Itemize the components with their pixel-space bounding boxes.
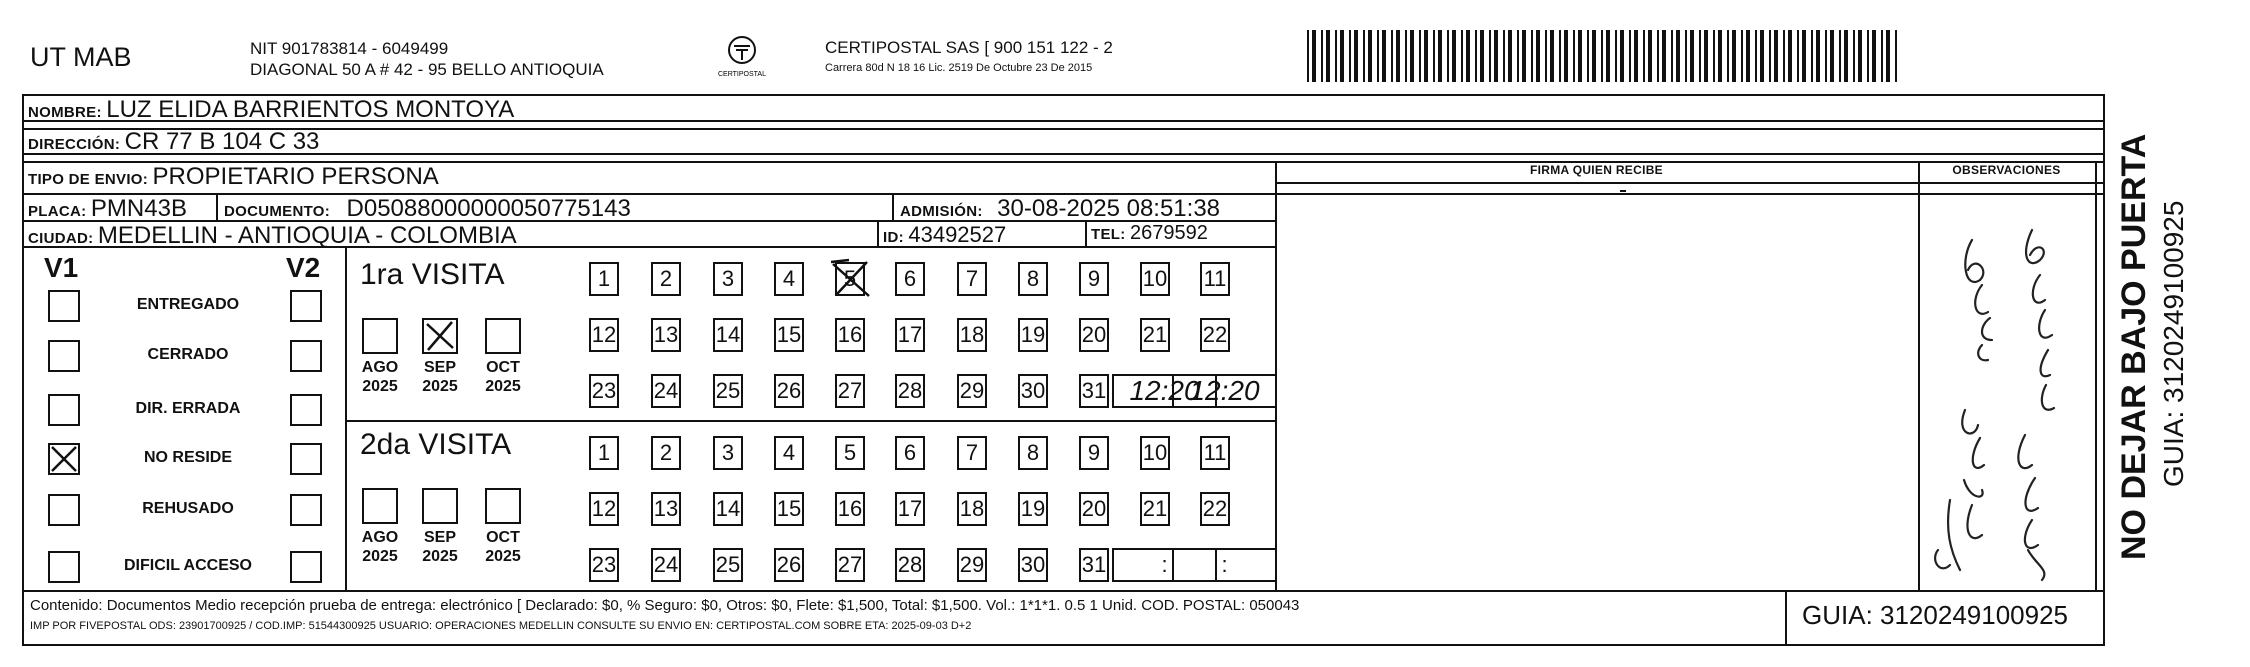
barcode-bar bbox=[1802, 30, 1806, 82]
v2-checkbox[interactable] bbox=[290, 443, 322, 475]
status-reason-label: CERRADO bbox=[147, 346, 229, 363]
barcode-bar bbox=[1377, 30, 1379, 82]
day-box[interactable]: 13 bbox=[651, 318, 681, 352]
day-box[interactable]: 29 bbox=[957, 374, 987, 408]
barcode-bar bbox=[1349, 30, 1351, 82]
barcode-bar bbox=[1461, 30, 1463, 82]
barcode-bar bbox=[1713, 30, 1715, 82]
barcode-bar bbox=[1368, 30, 1372, 82]
month-year: 2025 bbox=[485, 378, 521, 395]
row-documento bbox=[224, 195, 631, 223]
barcode-bar bbox=[1811, 30, 1813, 82]
barcode-bar bbox=[1559, 30, 1561, 82]
barcode-bar bbox=[1816, 30, 1820, 82]
company-name: UT MAB bbox=[30, 42, 132, 72]
barcode-bar bbox=[1727, 30, 1729, 82]
id-value: 43492527 bbox=[908, 222, 1007, 247]
barcode-bar bbox=[1606, 30, 1610, 82]
v2-checkbox[interactable] bbox=[290, 290, 322, 322]
barcode-bar bbox=[1746, 30, 1750, 82]
guia-number: GUIA: 3120249100925 bbox=[1802, 600, 2068, 630]
barcode-bar bbox=[1732, 30, 1736, 82]
row-nombre bbox=[28, 96, 514, 124]
side-guia: GUIA: 3120249100925 bbox=[2158, 200, 2189, 487]
day-box[interactable]: 6 bbox=[895, 436, 925, 470]
placa-label: PLACA: bbox=[28, 203, 87, 220]
day-box[interactable]: 24 bbox=[651, 374, 681, 408]
observaciones-handwriting bbox=[1920, 200, 2090, 585]
day-box[interactable]: 23 bbox=[589, 374, 619, 408]
barcode-bar bbox=[1592, 30, 1596, 82]
day-box[interactable]: 1 bbox=[589, 262, 619, 296]
day-box[interactable]: 15 bbox=[774, 318, 804, 352]
day-box[interactable]: 25 bbox=[713, 548, 743, 582]
status-reason-label: DIFICIL ACCESO bbox=[123, 557, 252, 574]
day-box[interactable]: 26 bbox=[774, 548, 804, 582]
barcode-bar bbox=[1550, 30, 1554, 82]
barcode-bar bbox=[1699, 30, 1701, 82]
row-tipo bbox=[28, 163, 439, 191]
barcode-bar bbox=[1671, 30, 1673, 82]
barcode-bar bbox=[1517, 30, 1519, 82]
day-box[interactable]: 28 bbox=[895, 548, 925, 582]
day-box[interactable]: 11 bbox=[1200, 262, 1230, 296]
row-ciudad bbox=[28, 222, 517, 250]
month-checkbox[interactable] bbox=[362, 488, 398, 524]
day-box[interactable]: 22 bbox=[1200, 492, 1230, 526]
barcode-bar bbox=[1657, 30, 1659, 82]
day-box[interactable]: 3 bbox=[713, 262, 743, 296]
courier-name: CERTIPOSTAL SAS [ 900 151 122 - 2 bbox=[825, 38, 1113, 57]
day-box[interactable]: 13 bbox=[651, 492, 681, 526]
side-notice: NO DEJAR BAJO PUERTA bbox=[2115, 133, 2153, 560]
v1-checkbox[interactable] bbox=[48, 551, 80, 583]
observaciones-title: OBSERVACIONES bbox=[1952, 163, 2061, 177]
visit-time-box[interactable]: : bbox=[1172, 548, 1277, 582]
day-box[interactable]: 31 bbox=[1079, 548, 1109, 582]
barcode-bar bbox=[1676, 30, 1680, 82]
barcode-bar bbox=[1522, 30, 1526, 82]
barcode-bar bbox=[1886, 30, 1890, 82]
day-box[interactable]: 7 bbox=[957, 436, 987, 470]
barcode-bar bbox=[1867, 30, 1869, 82]
row-direccion bbox=[28, 128, 319, 156]
day-box[interactable]: 7 bbox=[957, 262, 987, 296]
day-box[interactable]: 12 bbox=[589, 492, 619, 526]
second-visit-title: 2da VISITA bbox=[360, 428, 512, 461]
barcode-bar bbox=[1340, 30, 1344, 82]
barcode-bar bbox=[1531, 30, 1533, 82]
barcode-bar bbox=[1872, 30, 1876, 82]
courier-info bbox=[825, 38, 1113, 78]
day-box[interactable]: 30 bbox=[1018, 548, 1048, 582]
barcode-bar bbox=[1536, 30, 1540, 82]
barcode-bar bbox=[1858, 30, 1862, 82]
id-label: ID: bbox=[883, 229, 904, 246]
day-box[interactable]: 2 bbox=[651, 262, 681, 296]
day-box[interactable]: 4 bbox=[774, 436, 804, 470]
barcode-bar bbox=[1433, 30, 1435, 82]
barcode-bar bbox=[1881, 30, 1883, 82]
barcode-bar bbox=[1405, 30, 1407, 82]
barcode-bar bbox=[1494, 30, 1498, 82]
barcode-bar bbox=[1685, 30, 1687, 82]
barcode-bar bbox=[1620, 30, 1624, 82]
barcode-bar bbox=[1797, 30, 1799, 82]
barcode-bar bbox=[1508, 30, 1512, 82]
barcode-bar bbox=[1587, 30, 1589, 82]
v2-checkbox[interactable] bbox=[290, 394, 322, 426]
barcode-bar bbox=[1718, 30, 1722, 82]
day-box[interactable]: 9 bbox=[1079, 436, 1109, 470]
row-admision bbox=[900, 195, 1220, 223]
day-box[interactable]: 30 bbox=[1018, 374, 1048, 408]
month-year: 2025 bbox=[362, 378, 398, 395]
direccion-label: DIRECCIÓN: bbox=[28, 136, 121, 153]
tipo-label: TIPO DE ENVIO: bbox=[28, 171, 149, 188]
barcode-bar bbox=[1601, 30, 1603, 82]
barcode-bar bbox=[1573, 30, 1575, 82]
day-box[interactable]: 20 bbox=[1079, 318, 1109, 352]
v2-checkbox[interactable] bbox=[290, 494, 322, 526]
visit-time-box[interactable]: 12:20 bbox=[1172, 374, 1277, 408]
status-reason-label: DIR. ERRADA bbox=[135, 400, 241, 417]
barcode-bar bbox=[1391, 30, 1393, 82]
status-reason-label: NO RESIDE bbox=[143, 449, 232, 466]
placa-value: PMN43B bbox=[90, 195, 187, 222]
barcode-bar bbox=[1704, 30, 1708, 82]
barcode-bar bbox=[1634, 30, 1638, 82]
barcode-bar bbox=[1643, 30, 1645, 82]
month-name: AGO bbox=[361, 359, 399, 376]
day-box[interactable]: 6 bbox=[895, 262, 925, 296]
ciudad-label: CIUDAD: bbox=[28, 230, 94, 247]
row-tel bbox=[1091, 222, 1208, 245]
day-box[interactable]: 23 bbox=[589, 548, 619, 582]
month-checkbox[interactable] bbox=[422, 318, 458, 354]
day-box[interactable]: 12 bbox=[589, 318, 619, 352]
company-address: DIAGONAL 50 A # 42 - 95 BELLO ANTIOQUIA bbox=[250, 60, 604, 79]
barcode-bar bbox=[1615, 30, 1617, 82]
month-name: OCT bbox=[486, 359, 520, 376]
day-box[interactable]: 8 bbox=[1018, 436, 1048, 470]
barcode-bar bbox=[1503, 30, 1505, 82]
barcode-bar bbox=[1382, 30, 1386, 82]
day-box[interactable]: 3 bbox=[713, 436, 743, 470]
month-name: SEP bbox=[423, 529, 456, 546]
barcode-bar bbox=[1396, 30, 1400, 82]
v1-checkbox[interactable] bbox=[48, 340, 80, 372]
footer-print-info: IMP POR FIVEPOSTAL ODS: 23901700925 / COD.IMP: 51544300925 USUARIO: OPERACIONES MEDELLIN CONSULTE SU ENVIO EN: CERTIPOSTAL.COM SOBRE ETA: 2025-09-03 D+2 bbox=[30, 620, 972, 632]
month-label bbox=[478, 528, 528, 566]
barcode-bar bbox=[1424, 30, 1428, 82]
barcode-bar bbox=[1466, 30, 1470, 82]
month-name: AGO bbox=[361, 529, 399, 546]
logo-text: CERTIPOSTAL bbox=[718, 71, 766, 78]
barcode-bar bbox=[1321, 30, 1323, 82]
barcode bbox=[1307, 30, 1902, 82]
barcode-bar bbox=[1475, 30, 1477, 82]
day-box[interactable]: 29 bbox=[957, 548, 987, 582]
status-reason-label: ENTREGADO bbox=[136, 296, 240, 313]
company-nit: NIT 901783814 - 6049499 bbox=[250, 39, 449, 58]
day-box[interactable]: 5 bbox=[835, 436, 865, 470]
nombre-value: LUZ ELIDA BARRIENTOS MONTOYA bbox=[106, 96, 515, 123]
direccion-value: CR 77 B 104 C 33 bbox=[124, 128, 320, 155]
row-id bbox=[883, 222, 1006, 248]
day-box[interactable]: 19 bbox=[1018, 492, 1048, 526]
first-visit-title: 1ra VISITA bbox=[360, 258, 505, 291]
tel-label: TEL: bbox=[1091, 226, 1126, 243]
day-box[interactable]: 18 bbox=[957, 492, 987, 526]
day-box[interactable]: 17 bbox=[895, 318, 925, 352]
barcode-bar bbox=[1578, 30, 1582, 82]
status-reason-label: REHUSADO bbox=[142, 500, 234, 517]
day-box[interactable]: 14 bbox=[713, 318, 743, 352]
documento-value: D05088000000050775143 bbox=[346, 195, 631, 222]
tipo-value: PROPIETARIO PERSONA bbox=[152, 163, 439, 190]
month-checkbox[interactable] bbox=[422, 488, 458, 524]
day-box[interactable]: 2 bbox=[651, 436, 681, 470]
company-info bbox=[250, 38, 604, 80]
barcode-bar bbox=[1363, 30, 1365, 82]
visit-time-box[interactable]: 12:20 bbox=[1112, 374, 1217, 408]
barcode-bar bbox=[1825, 30, 1827, 82]
barcode-bar bbox=[1774, 30, 1778, 82]
barcode-bar bbox=[1419, 30, 1421, 82]
barcode-bar bbox=[1326, 30, 1330, 82]
courier-detail: Carrera 80d N 18 16 Lic. 2519 De Octubre 23 De 2015 bbox=[825, 62, 1093, 74]
day-box[interactable]: 21 bbox=[1140, 318, 1170, 352]
month-year: 2025 bbox=[362, 548, 398, 565]
v1-checkbox[interactable] bbox=[48, 394, 80, 426]
month-year: 2025 bbox=[422, 548, 458, 565]
barcode-bar bbox=[1489, 30, 1491, 82]
day-box[interactable]: 19 bbox=[1018, 318, 1048, 352]
v1-checkbox[interactable] bbox=[48, 290, 80, 322]
month-label bbox=[478, 358, 528, 396]
admision-value: 30-08-2025 08:51:38 bbox=[997, 195, 1221, 222]
barcode-bar bbox=[1690, 30, 1694, 82]
barcode-bar bbox=[1853, 30, 1855, 82]
barcode-bar bbox=[1312, 30, 1316, 82]
barcode-bar bbox=[1662, 30, 1666, 82]
barcode-bar bbox=[1783, 30, 1785, 82]
v1-checkbox[interactable] bbox=[48, 494, 80, 526]
v2-checkbox[interactable] bbox=[290, 340, 322, 372]
barcode-bar bbox=[1844, 30, 1848, 82]
barcode-bar bbox=[1839, 30, 1841, 82]
footer-content: Contenido: Documentos Medio recepción prueba de entrega: electrónico [ Declarado: $0, % Seguro: $0, Otros: $0, Flete: $1,500, Total: $1,500. Vol.: 1*1*1. 0.5 1 Unid. COD. POSTAL: 050043 bbox=[30, 597, 1300, 614]
day-box[interactable]: 27 bbox=[835, 548, 865, 582]
barcode-bar bbox=[1755, 30, 1757, 82]
day-box[interactable]: 10 bbox=[1140, 262, 1170, 296]
barcode-bar bbox=[1830, 30, 1834, 82]
barcode-bar bbox=[1545, 30, 1547, 82]
day-box[interactable]: 4 bbox=[774, 262, 804, 296]
month-label bbox=[355, 358, 405, 396]
barcode-bar bbox=[1335, 30, 1337, 82]
barcode-bar bbox=[1788, 30, 1792, 82]
day-box[interactable]: 16 bbox=[835, 492, 865, 526]
day-box[interactable]: 15 bbox=[774, 492, 804, 526]
barcode-bar bbox=[1741, 30, 1743, 82]
ciudad-value: MEDELLIN - ANTIOQUIA - COLOMBIA bbox=[97, 222, 517, 249]
barcode-bar bbox=[1760, 30, 1764, 82]
day-box[interactable]: 24 bbox=[651, 548, 681, 582]
day-box[interactable]: 14 bbox=[713, 492, 743, 526]
visit-time-box[interactable]: : bbox=[1112, 548, 1217, 582]
day-box[interactable]: 22 bbox=[1200, 318, 1230, 352]
barcode-bar bbox=[1410, 30, 1414, 82]
admision-label: ADMISIÓN: bbox=[900, 203, 983, 220]
day-box[interactable]: 8 bbox=[1018, 262, 1048, 296]
day-box[interactable]: 5 bbox=[835, 262, 865, 296]
day-box[interactable]: 9 bbox=[1079, 262, 1109, 296]
day-box[interactable]: 17 bbox=[895, 492, 925, 526]
certipostal-logo bbox=[712, 32, 772, 87]
barcode-bar bbox=[1438, 30, 1442, 82]
barcode-bar bbox=[1480, 30, 1484, 82]
firma-mark bbox=[1620, 190, 1626, 192]
day-box[interactable]: 25 bbox=[713, 374, 743, 408]
barcode-bar bbox=[1629, 30, 1631, 82]
barcode-bar bbox=[1895, 30, 1897, 82]
v1-header: V1 bbox=[44, 252, 79, 283]
day-box[interactable]: 26 bbox=[774, 374, 804, 408]
barcode-bar bbox=[1648, 30, 1652, 82]
month-year: 2025 bbox=[485, 548, 521, 565]
nombre-label: NOMBRE: bbox=[28, 104, 102, 121]
documento-label: DOCUMENTO: bbox=[224, 203, 331, 220]
day-box[interactable]: 16 bbox=[835, 318, 865, 352]
day-box[interactable]: 28 bbox=[895, 374, 925, 408]
month-name: OCT bbox=[486, 529, 520, 546]
month-year: 2025 bbox=[422, 378, 458, 395]
day-box[interactable]: 10 bbox=[1140, 436, 1170, 470]
month-checkbox[interactable] bbox=[485, 488, 521, 524]
barcode-bar bbox=[1447, 30, 1449, 82]
row-placa bbox=[28, 195, 187, 223]
month-label bbox=[415, 528, 465, 566]
firma-title: FIRMA QUIEN RECIBE bbox=[1530, 163, 1663, 177]
barcode-bar bbox=[1307, 30, 1309, 82]
day-box[interactable]: 21 bbox=[1140, 492, 1170, 526]
tel-value: 2679592 bbox=[1129, 222, 1208, 244]
barcode-bar bbox=[1769, 30, 1771, 82]
month-label bbox=[355, 528, 405, 566]
v2-header: V2 bbox=[286, 252, 321, 283]
barcode-bar bbox=[1564, 30, 1568, 82]
month-label bbox=[415, 358, 465, 396]
v1-checkbox[interactable] bbox=[48, 443, 80, 475]
day-box[interactable]: 31 bbox=[1079, 374, 1109, 408]
month-checkbox[interactable] bbox=[362, 318, 398, 354]
barcode-bar bbox=[1452, 30, 1456, 82]
v2-checkbox[interactable] bbox=[290, 551, 322, 583]
barcode-bar bbox=[1354, 30, 1358, 82]
day-box[interactable]: 11 bbox=[1200, 436, 1230, 470]
month-checkbox[interactable] bbox=[485, 318, 521, 354]
day-box[interactable]: 18 bbox=[957, 318, 987, 352]
day-box[interactable]: 20 bbox=[1079, 492, 1109, 526]
day-box[interactable]: 27 bbox=[835, 374, 865, 408]
month-name: SEP bbox=[423, 359, 456, 376]
day-box[interactable]: 1 bbox=[589, 436, 619, 470]
